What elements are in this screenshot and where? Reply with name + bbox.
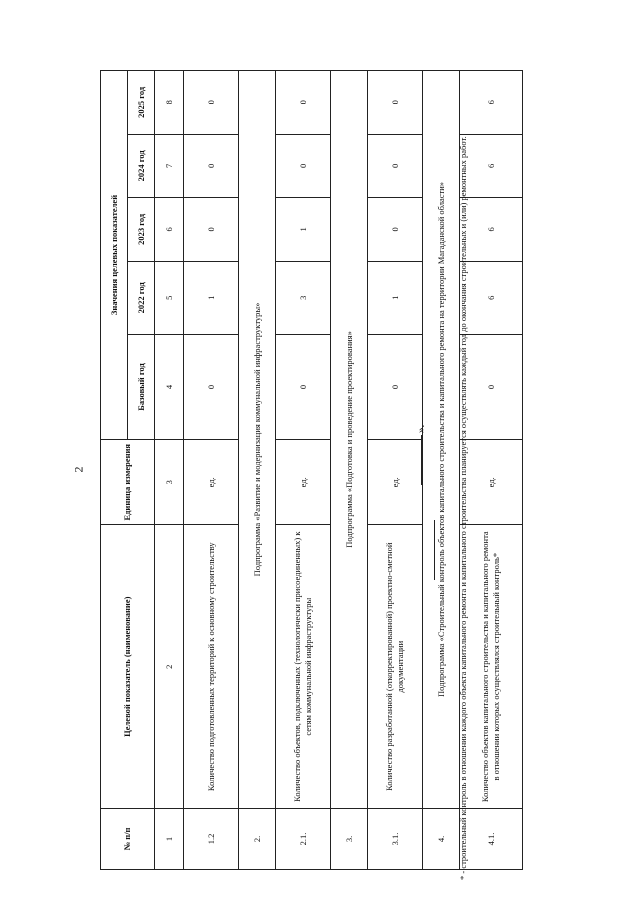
value-cell: 1 bbox=[276, 198, 331, 262]
value-cell: 0 bbox=[368, 334, 423, 439]
index-cell: 6 bbox=[155, 198, 184, 262]
value-cell: 0 bbox=[276, 134, 331, 198]
indicator-name: Количество объектов капитального строительства и капитального ремонта в отношении которых осуществлялся строительный контроль* bbox=[460, 525, 523, 808]
indicator-name: Количество объектов, подключенных (технологически присоединенных) к сетям коммунальной инфраструктуры bbox=[276, 525, 331, 808]
closing-line bbox=[421, 435, 422, 485]
year-header: 2024 год bbox=[128, 134, 155, 198]
landscape-page bbox=[100, 50, 500, 880]
value-cell: 6 bbox=[460, 198, 523, 262]
page-number: 2 bbox=[71, 466, 86, 473]
value-cell: 0 bbox=[184, 71, 239, 135]
row-number: 3. bbox=[331, 808, 368, 869]
subprogram-title: Подпрограмма «Развитие и модернизация коммунальной инфраструктуры» bbox=[239, 71, 276, 809]
index-cell: 1 bbox=[155, 808, 184, 869]
index-cell: 5 bbox=[155, 261, 184, 334]
index-cell: 2 bbox=[155, 525, 184, 808]
value-cell: 1 bbox=[368, 261, 423, 334]
col-unit-header: Единица измерения bbox=[101, 439, 155, 525]
unit-cell: ед. bbox=[184, 439, 239, 525]
year-header: 2025 год bbox=[128, 71, 155, 135]
unit-cell: ед. bbox=[276, 439, 331, 525]
index-cell: 7 bbox=[155, 134, 184, 198]
index-cell: 3 bbox=[155, 439, 184, 525]
subprogram-row bbox=[239, 71, 276, 870]
value-cell: 6 bbox=[460, 261, 523, 334]
index-cell: 8 bbox=[155, 71, 184, 135]
closing-quote-text: ». bbox=[415, 424, 427, 433]
values-group-header: Значения целевых показателей bbox=[101, 71, 128, 440]
value-cell: 1 bbox=[184, 261, 239, 334]
row-number: 4. bbox=[423, 808, 460, 869]
closing-quote-mark bbox=[415, 425, 427, 485]
year-header: 2022 год bbox=[128, 261, 155, 334]
column-index-row bbox=[155, 71, 184, 870]
subprogram-title: Подпрограмма «Подготовка и проведение проектирования» bbox=[331, 71, 368, 809]
footnote-separator bbox=[434, 520, 435, 580]
col-indicator-header: Целевой показатель (наименование) bbox=[101, 525, 155, 808]
value-cell: 0 bbox=[368, 198, 423, 262]
row-number: 4.1. bbox=[460, 808, 523, 869]
footnote: * - строительный контроль в отношении каждого объекта капитального ремонта и капитального строительства планируется осуществлять каждый год до окончания строительных и (или) ремонтных работ. bbox=[458, 136, 468, 880]
value-cell: 6 bbox=[460, 134, 523, 198]
value-cell: 0 bbox=[184, 198, 239, 262]
value-cell: 0 bbox=[276, 71, 331, 135]
row-number: 1.2 bbox=[184, 808, 239, 869]
header-row bbox=[101, 71, 128, 870]
indicator-name: Количество разработанной (откорректированной) проектно-сметной документации bbox=[368, 525, 423, 808]
subprogram-row bbox=[331, 71, 368, 870]
index-cell: 4 bbox=[155, 334, 184, 439]
subprogram-title: Подпрограмма «Строительный контроль объектов капитального строительства и капитального ремонта на территории Магаданской области» bbox=[423, 71, 460, 809]
value-cell: 0 bbox=[184, 334, 239, 439]
row-number: 3.1. bbox=[368, 808, 423, 869]
subprogram-row bbox=[423, 71, 460, 870]
table-row bbox=[276, 71, 331, 870]
unit-cell: ед. bbox=[368, 439, 423, 525]
table-row bbox=[184, 71, 239, 870]
col-num-header: № п/п bbox=[101, 808, 155, 869]
row-number: 2. bbox=[239, 808, 276, 869]
value-cell: 0 bbox=[368, 71, 423, 135]
value-cell: 3 bbox=[276, 261, 331, 334]
unit-cell: ед. bbox=[460, 439, 523, 525]
value-cell: 0 bbox=[368, 134, 423, 198]
value-cell: 6 bbox=[460, 71, 523, 135]
value-cell: 0 bbox=[460, 334, 523, 439]
indicator-name: Количество подготовленных территорий к основному строительству bbox=[184, 525, 239, 808]
row-number: 2.1. bbox=[276, 808, 331, 869]
value-cell: 0 bbox=[276, 334, 331, 439]
value-cell: 0 bbox=[184, 134, 239, 198]
year-header: 2023 год bbox=[128, 198, 155, 262]
year-header: Базовый год bbox=[128, 334, 155, 439]
